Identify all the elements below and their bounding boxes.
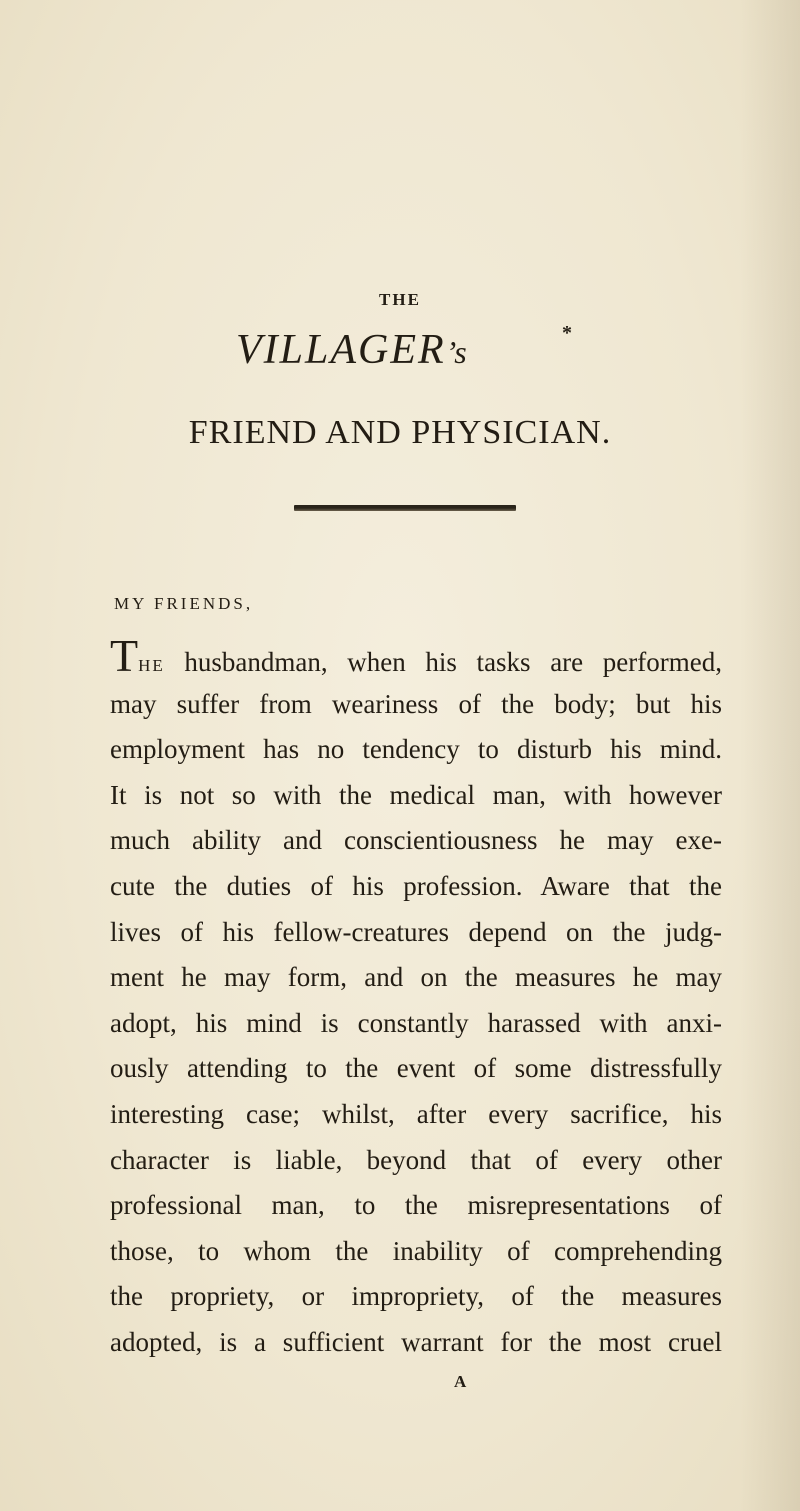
- printer-mark: *: [562, 322, 572, 344]
- text-line: ment he may form, and on the measures he may: [110, 962, 722, 993]
- page-edge-shadow: [740, 0, 800, 1511]
- text-line: cute the duties of his profession. Aware that the: [110, 870, 722, 901]
- title-the: THE: [379, 290, 421, 309]
- text-line: character is liable, beyond that of every other: [110, 1144, 722, 1175]
- text-line: employment has no tendency to disturb his mind.: [110, 734, 722, 765]
- text-line: [110, 630, 722, 682]
- title-rule: [294, 505, 516, 511]
- text-line: adopted, is a sufficient warrant for the most cruel: [110, 1326, 722, 1357]
- text-line: lives of his fellow-creatures depend on the judg-: [110, 916, 722, 947]
- drop-cap: T: [110, 630, 139, 681]
- signature-mark: A: [454, 1372, 467, 1391]
- salutation: MY FRIENDS,: [114, 594, 254, 613]
- title-villager: [236, 326, 469, 374]
- text-line: professional man, to the misrepresentations of: [110, 1190, 722, 1221]
- text-line: ously attending to the event of some distressfully: [110, 1053, 722, 1084]
- text-line: those, to whom the inability of comprehending: [110, 1235, 722, 1266]
- text-line: much ability and conscientiousness he may exe-: [110, 825, 722, 856]
- text-line: adopt, his mind is constantly harassed with anxi-: [110, 1007, 722, 1038]
- text-line: It is not so with the medical man, with however: [110, 779, 722, 810]
- text-line-content: husbandman, when his tasks are performed,: [164, 647, 722, 677]
- text-line: the propriety, or impropriety, of the measures: [110, 1281, 722, 1312]
- title-villager-suffix: ’s: [445, 334, 469, 370]
- title-villager-word: VILLAGER: [236, 327, 446, 373]
- text-line: interesting case; whilst, after every sacrifice, his: [110, 1098, 722, 1129]
- body-text: [110, 630, 722, 1366]
- drop-cap-rest: HE: [138, 656, 165, 675]
- title-friend-and-physician: FRIEND AND PHYSICIAN.: [188, 414, 612, 451]
- text-line: may suffer from weariness of the body; but his: [110, 688, 722, 719]
